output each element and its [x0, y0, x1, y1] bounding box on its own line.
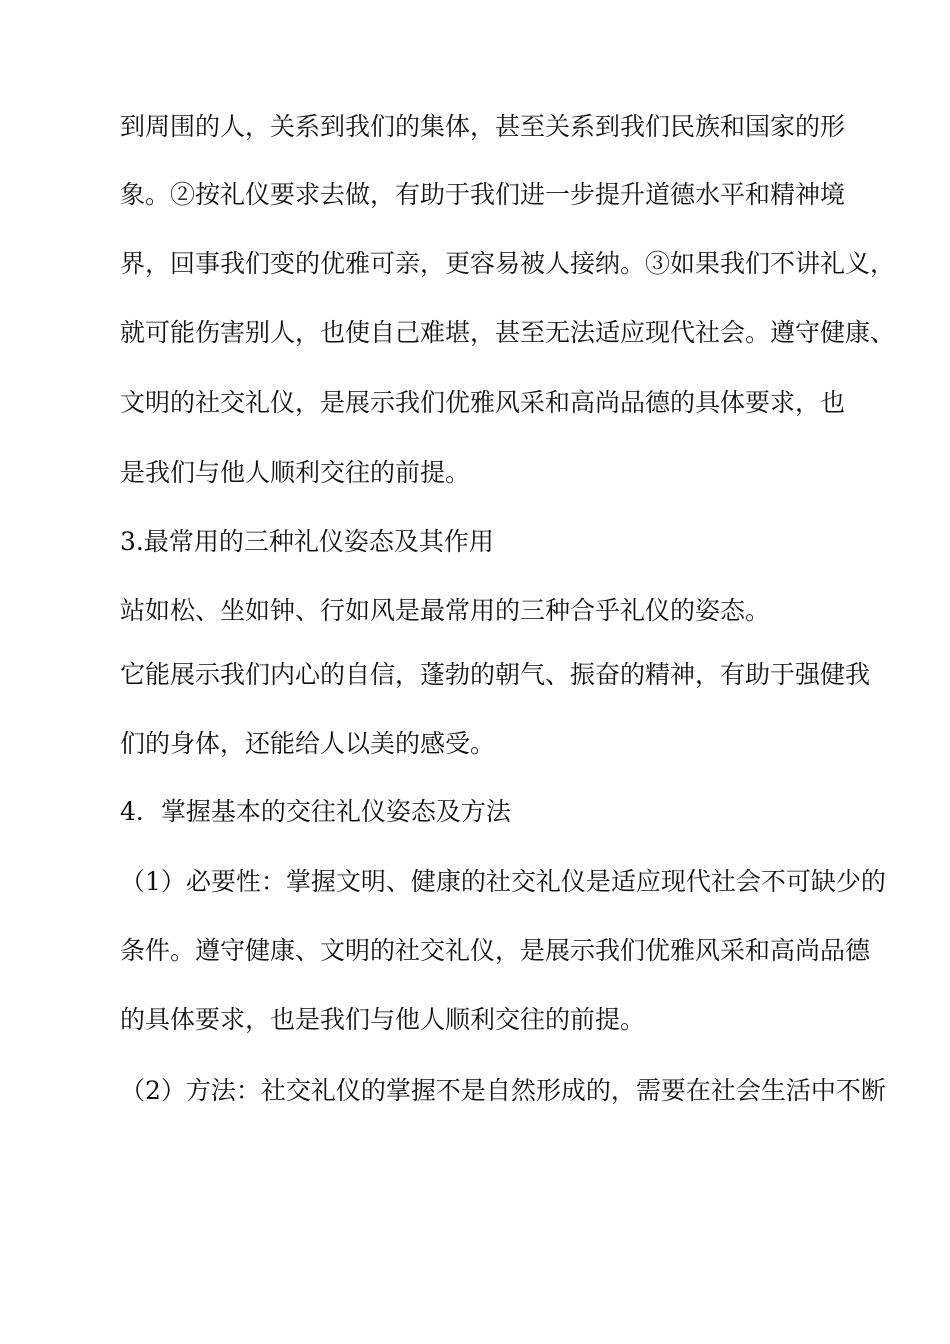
text-line: 们的身体，还能给人以美的感受。	[120, 729, 496, 758]
text-line: 就可能伤害别人，也使自己难堪，甚至无法适应现代社会。遵守健康、	[120, 318, 896, 347]
section-heading: 4．掌握基本的交往礼仪姿态及方法	[120, 797, 511, 826]
text-line: （2）方法：社交礼仪的掌握不是自然形成的，需要在社会生活中不断	[120, 1076, 886, 1105]
text-line: （1）必要性：掌握文明、健康的社交礼仪是适应现代社会不可缺少的	[120, 867, 886, 896]
text-line: 它能展示我们内心的自信，蓬勃的朝气、振奋的精神，有助于强健我	[120, 660, 871, 689]
text-line: 是我们与他人顺利交往的前提。	[120, 458, 471, 487]
text-line: 的具体要求，也是我们与他人顺利交往的前提。	[120, 1005, 646, 1034]
section-heading: 3.最常用的三种礼仪姿态及其作用	[120, 527, 494, 556]
text-line: 条件。遵守健康、文明的社交礼仪，是展示我们优雅风采和高尚品德	[120, 936, 871, 965]
text-line: 界，回事我们变的优雅可亲，更容易被人接纳。③如果我们不讲礼义，	[120, 249, 896, 278]
text-line: 文明的社交礼仪，是展示我们优雅风采和高尚品德的具体要求，也	[120, 388, 846, 417]
text-line: 站如松、坐如钟、行如风是最常用的三种合乎礼仪的姿态。	[120, 596, 771, 625]
text-line: 象。②按礼仪要求去做，有助于我们进一步提升道德水平和精神境	[120, 180, 846, 209]
text-line: 到周围的人，关系到我们的集体，甚至关系到我们民族和国家的形	[120, 112, 846, 141]
